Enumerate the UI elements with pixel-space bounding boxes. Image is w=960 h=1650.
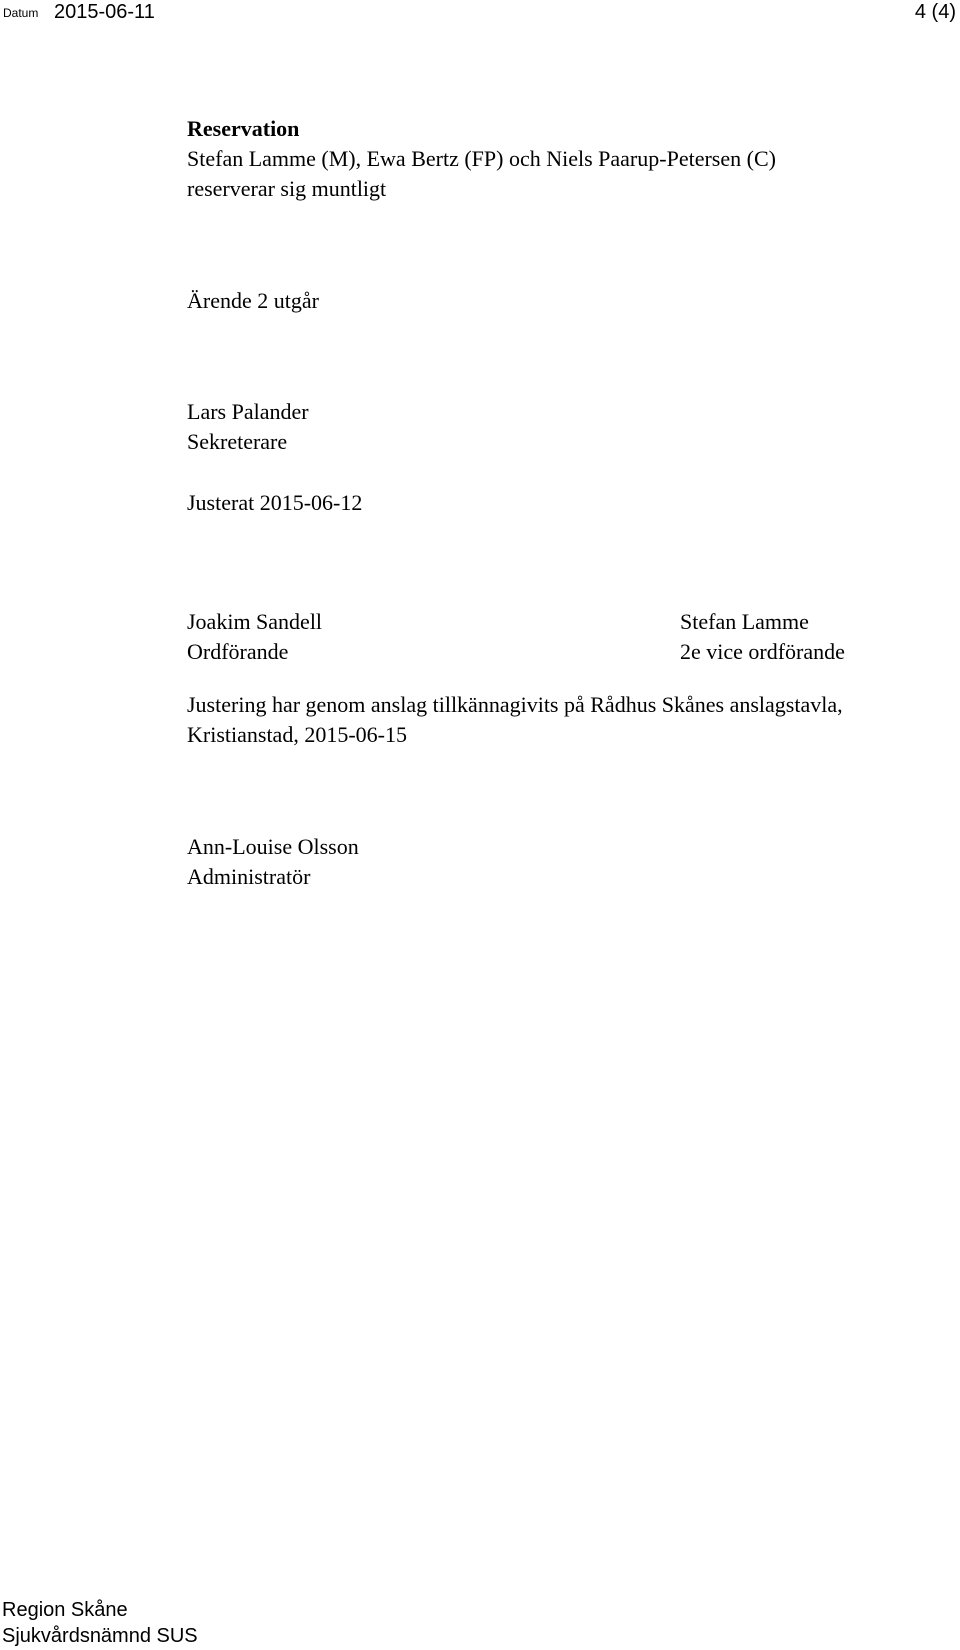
announcement-line-2: Kristianstad, 2015-06-15 <box>187 722 407 747</box>
reservation-line-2: reserverar sig muntligt <box>187 176 387 201</box>
administrator-role: Administratör <box>187 864 311 889</box>
reservation-heading: Reservation <box>187 116 300 141</box>
administrator-block <box>187 832 359 892</box>
date-label: Datum <box>3 6 39 20</box>
signatory-role: 2e vice ordförande <box>680 639 845 664</box>
administrator-name: Ann-Louise Olsson <box>187 834 359 859</box>
reservation-line-1: Stefan Lamme (M), Ewa Bertz (FP) och Niels Paarup-Petersen (C) <box>187 146 776 171</box>
footer <box>2 1597 198 1649</box>
signatory-name: Stefan Lamme <box>680 609 809 634</box>
signatory-vice-chair <box>680 607 845 667</box>
footer-organization: Region Skåne <box>2 1599 128 1621</box>
adjusted-date: Justerat 2015-06-12 <box>187 490 363 515</box>
signatory-role: Ordförande <box>187 639 289 664</box>
secretary-role: Sekreterare <box>187 429 288 454</box>
signatory-name: Joakim Sandell <box>187 609 323 634</box>
signatory-chair <box>187 607 322 667</box>
page-number: 4 (4) <box>914 1 956 23</box>
document-date: 2015-06-11 <box>54 1 155 23</box>
reservation-section <box>187 114 776 204</box>
footer-committee: Sjukvårdsnämnd SUS <box>2 1625 198 1647</box>
item-note: Ärende 2 utgår <box>187 288 319 313</box>
announcement-line-1: Justering har genom anslag tillkännagivits på Rådhus Skånes anslagstavla, <box>187 692 843 717</box>
announcement-block <box>187 690 843 750</box>
secretary-block <box>187 397 309 457</box>
secretary-name: Lars Palander <box>187 399 309 424</box>
